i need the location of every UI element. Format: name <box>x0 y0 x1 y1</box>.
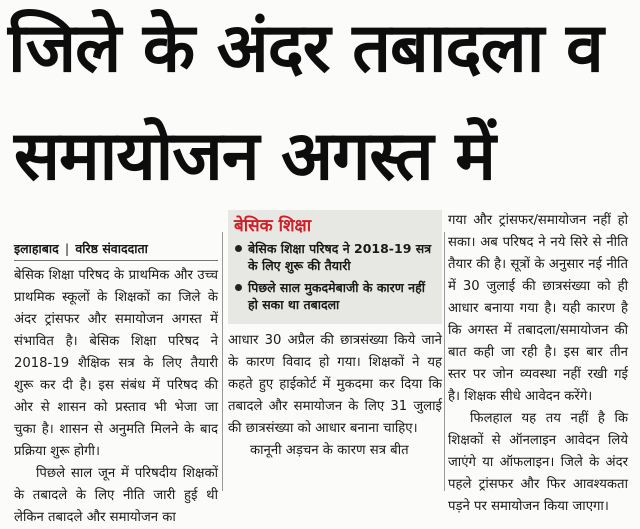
byline-place: इलाहाबाद <box>14 241 59 256</box>
article-column-1 <box>14 238 218 529</box>
article-column-2 <box>228 210 442 462</box>
highlight-box <box>228 210 442 324</box>
bullet-icon <box>235 284 242 291</box>
column3-paragraph-1: गया और ट्रांसफर/समायोजन नहीं हो सका। अब परिषद ने नये सिरे से नीति तैयार की है। सूत्रों के अनुसार नई नीति में 30 जुलाई की छात्रसंख्या को ही आधार बनाया गया है। यही कारण है कि अगस्त में तबादला/समायोजन की बात कही जा रही है। इस बार तीन स्तर पर जोन व्यवस्था नहीं रखी गई है। शिक्षक सीधे आवेदन करेंगे। <box>448 213 628 404</box>
highlight-point-text: पिछले साल मुकदमेबाजी के कारण नहीं हो सका था तबादला <box>248 280 425 312</box>
headline-line-1: जिले के अंदर तबादला व <box>8 9 603 88</box>
article-column-3 <box>448 210 628 518</box>
column2-paragraph-1: आधार 30 अप्रैल की छात्रसंख्या किये जाने के कारण विवाद हो गया। शिक्षकों ने यह कहते हुए हाईकोर्ट में मुकदमा कर दिया कि तबादले और समायोजन के लिए 31 जुलाई की छात्रसंख्या को आधार बनाना चाहिए। <box>228 333 442 436</box>
headline-line-2: समायोजन अगस्त में <box>14 117 495 196</box>
column-divider <box>444 232 445 491</box>
column3-paragraph-2: फिलहाल यह तय नहीं है कि शिक्षकों से ऑनलाइन आवेदन लिये जाएंगे या ऑफलाइन। जिले के अंदर पहले ट्रांसफर और फिर आवश्यकता पड़ने पर समायोजन किया जाएगा। <box>448 411 628 514</box>
column1-paragraph-1: बेसिक शिक्षा परिषद के प्राथमिक और उच्च प्राथमिक स्कूलों के शिक्षकों का जिले के अंदर ट्रांसफर और समायोजन अगस्त में संभावित है। बेसिक शिक्षा परिषद ने 2018-19 शैक्षिक सत्र के लिए तैयारी शुरू कर दी है। इस संबंध में परिषद की ओर से शासन को प्रस्ताव भी भेजा जा चुका है। शासन से अनुमति मिलने के बाद प्रक्रिया शुरू होगी। <box>14 268 218 459</box>
bullet-icon <box>235 245 242 252</box>
byline <box>14 238 218 261</box>
highlight-point <box>234 240 436 274</box>
highlight-list <box>234 240 436 313</box>
column1-paragraph-2: पिछले साल जून में परिषदीय शिक्षकों के तबादले के लिए नीति जारी हुई थी लेकिन तबादले और समायोजन का <box>14 466 218 525</box>
highlight-point-text: बेसिक शिक्षा परिषद ने 2018-19 सत्र के लिए शुरू की तैयारी <box>248 241 432 273</box>
byline-reporter: वरिष्ठ संवाददाता <box>75 241 148 256</box>
byline-separator: | <box>64 241 70 256</box>
highlight-point <box>234 279 436 313</box>
highlight-box-title: बेसिक शिक्षा <box>234 216 312 236</box>
column2-paragraph-2: कानूनी अड़चन के कारण सत्र बीत <box>250 443 409 458</box>
column-divider <box>222 232 223 491</box>
